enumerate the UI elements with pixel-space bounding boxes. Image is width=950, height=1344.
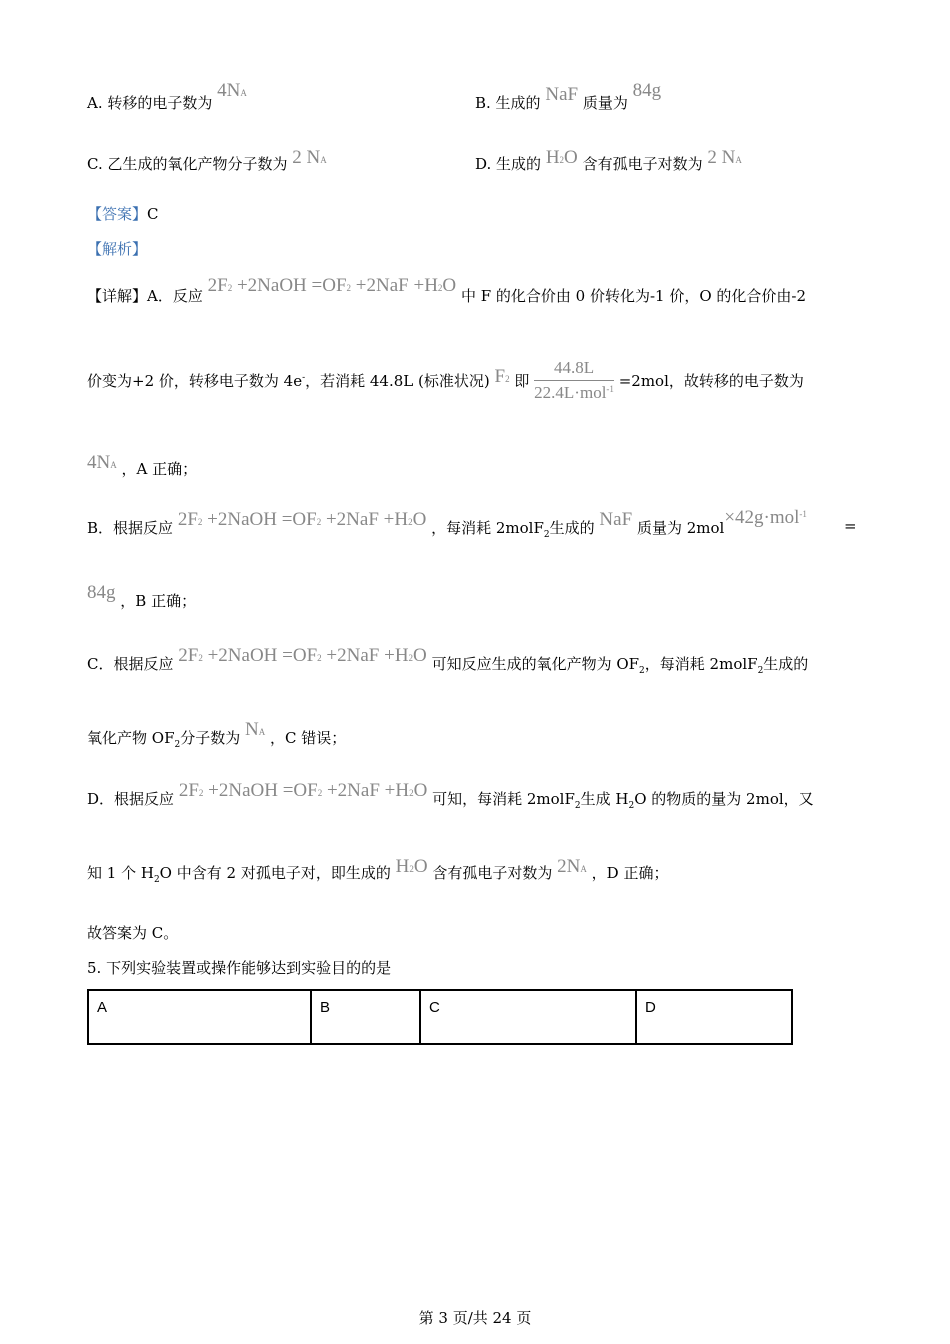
- option-d[interactable]: D. 生成的 H2O 含有孤电子对数为 2 NA: [475, 147, 742, 173]
- detail-d-line1: D．根据反应 2F2 +2NaOH =OF2 +2NaF +H2O 可知，每消耗 2molF$_2$生成 $H_2O$ 的物质的量为 2mol，又: [87, 780, 814, 811]
- page-footer: 第 3 页/共 24 页: [418, 1309, 532, 1327]
- conclusion: 故答案为 C。: [87, 924, 179, 942]
- option-cell-a[interactable]: A: [88, 990, 311, 1044]
- detail-c-line2: 氧化产物 $OF_2$分子数为 NA ，C 错误；: [87, 719, 347, 750]
- detail-a-line1: 【详解】A．反应 2F2 +2NaOH =OF2 +2NaF +H2O 中 F 的化合价由 0 价转化为-1 价，O 的化合价由-2: [87, 275, 807, 305]
- fraction: $\frac{44.8L}{22.4L\cdot mol^{-1}}$: [534, 358, 614, 402]
- detail-a-line2: 价变为+2 价，转移电子数为 4e-，若消耗 44.8L (标准状况) F2 即 $\frac{44.8L}{22.4L\cdot mol^{-1}}$ =2mol，故转移的电子数为: [87, 358, 804, 402]
- option-a[interactable]: A. 转移的电子数为 4NA: [87, 80, 247, 112]
- reaction-formula: 2F2 +2NaOH =OF2 +2NaF +H2O: [207, 275, 457, 296]
- option-cell-b[interactable]: B: [311, 990, 420, 1044]
- detail-b-line1: B．根据反应 2F2 +2NaOH =OF2 +2NaF +H2O ，每消耗 2molF$_2$生成的 NaF 质量为 2mol×42g·mol$^{-1}$ =: [87, 507, 857, 540]
- option-cell-c[interactable]: C: [420, 990, 636, 1044]
- question-5-title: 5. 下列实验装置或操作能够达到实验目的的是: [87, 959, 392, 977]
- analysis-label: 【解析】: [87, 240, 148, 258]
- option-c[interactable]: C. 乙生成的氧化产物分子数为 2 NA: [87, 147, 327, 173]
- answer: 【答案】C: [87, 205, 159, 223]
- option-cell-d[interactable]: D: [636, 990, 792, 1044]
- detail-d-line2: 知 1 个 $H_2O$ 中含有 2 对孤电子对，即生成的 H2O 含有孤电子对数为 2NA ，D 正确；: [87, 856, 669, 885]
- options-table: [87, 989, 793, 1045]
- option-b[interactable]: B. 生成的 NaF 质量为 84g: [475, 80, 662, 112]
- detail-a-line3: 4NA ，A 正确；: [87, 452, 198, 478]
- detail-c-line1: C．根据反应 2F2 +2NaOH =OF2 +2NaF +H2O 可知反应生成的氧化产物为 $OF_2$，每消耗 2molF$_2$生成的: [87, 645, 809, 676]
- detail-b-line2: 84g ，B 正确；: [87, 582, 197, 610]
